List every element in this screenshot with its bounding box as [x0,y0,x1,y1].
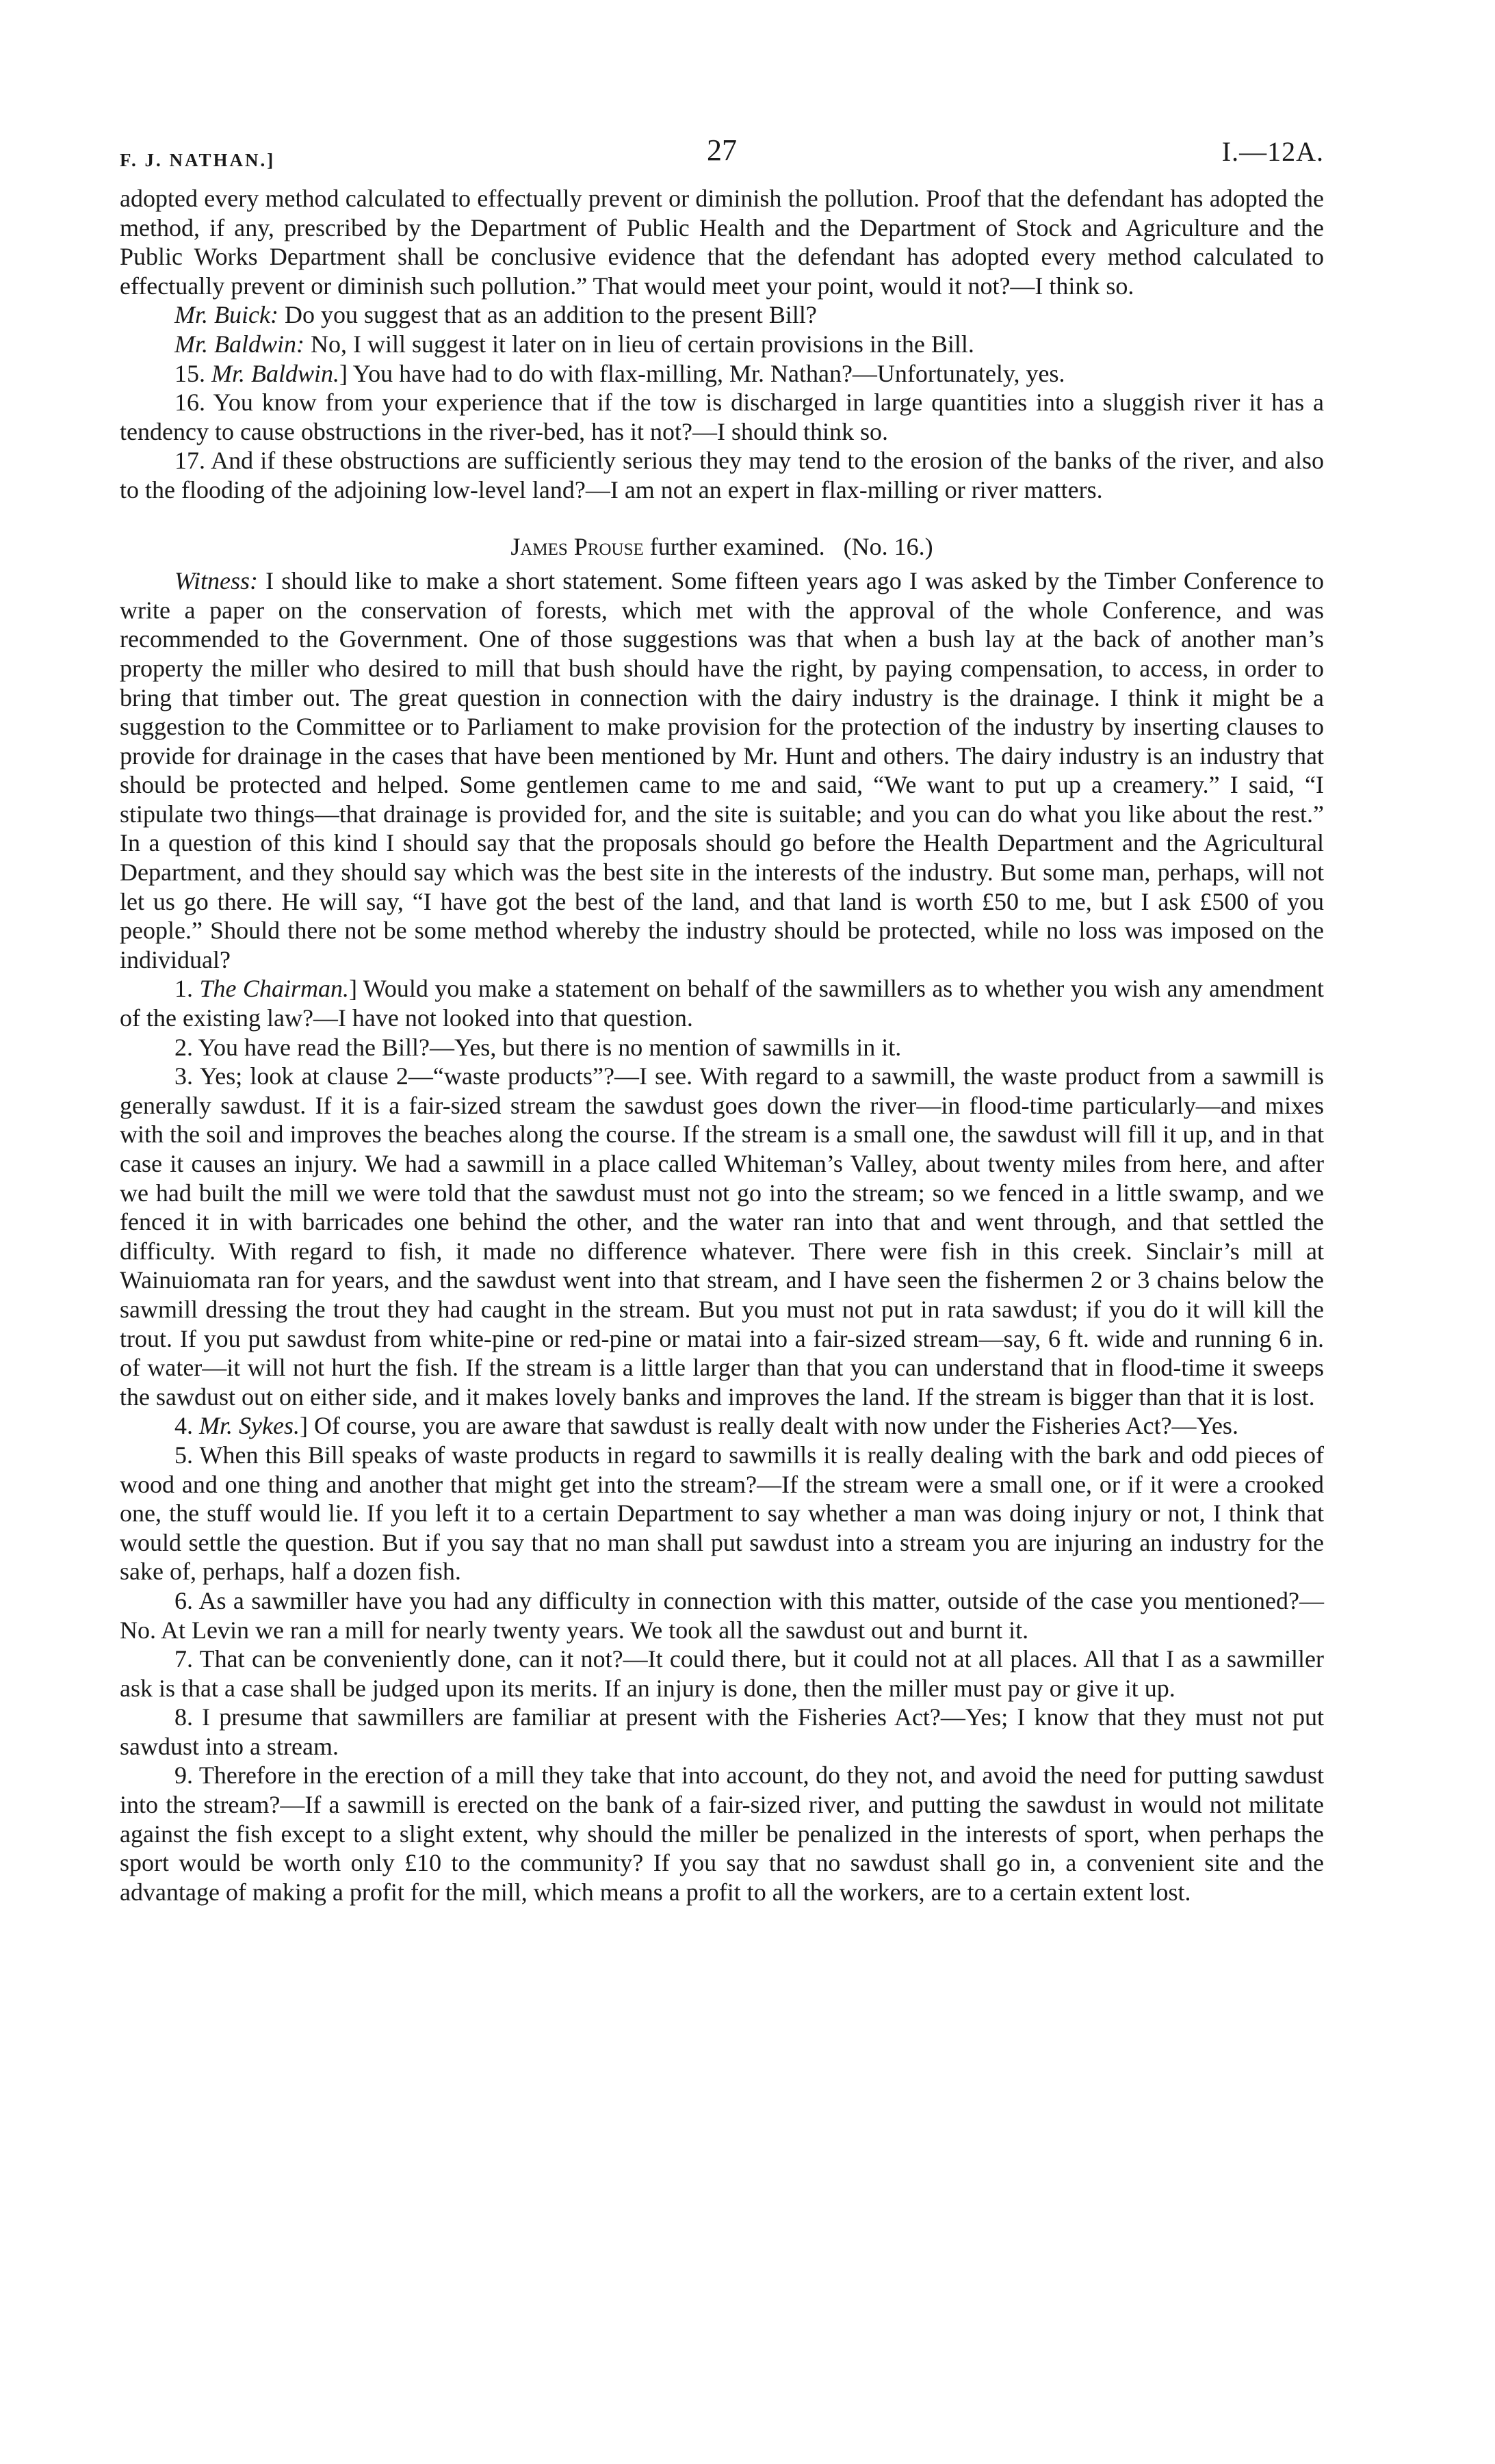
paragraph [120,300,1324,330]
speaker: Mr. Buick: [174,301,278,329]
header-witness-name: F. J. NATHAN.] [120,150,276,170]
paragraph [120,446,1324,504]
speaker: Mr. Baldwin: [174,330,305,358]
paragraph-text: adopted every method calculated to effectually prevent or diminish the pollution. Proof that the defendant has adopted the method, if any, prescribed by the Department of Public Health and the Department of Stock and Agriculture and the Public Works Department shall be conclusive evidence that the defendant has adopted every method calculated to effectually prevent or diminish such pollution.” That would meet your point, would it not?—I think so. [120,185,1324,300]
nathan-examination [120,184,1324,505]
paragraph-text: 2. You have read the Bill?—Yes, but there is no mention of sawmills in it. [174,1033,902,1061]
paragraph-text: Do you suggest that as an addition to the present Bill? [278,301,817,329]
paragraph-text: 3. Yes; look at clause 2—“waste products”?—I see. With regard to a sawmill, the waste product from a sawmill is generally sawdust. If it is a fair-sized stream the sawdust goes down the river—in flood-time particularly—and mixes with the soil and improves the beaches along the course. If the stream is a small one, the sawdust will fill it up, and in that case it causes an injury. We had a sawmill in a place called Whiteman’s Valley, about twenty miles from here, and after we had built the mill we were told that the sawdust must not go into the stream; so we fenced in a little swamp, and we fenced it in with barricades one behind the other, and the water ran into that and went through, and that settled the difficulty. With regard to fish, it made no difference whatever. There were fish in this creek. Sinclair’s mill at Wainuiomata ran for years, and the sawdust went into that stream, and I have seen the fishermen 2 or 3 chains below the sawmill dressing the trout they had caught in the stream. But you must not put in rata sawdust; if you do it will kill the trout. If you put sawdust from white-pine or red-pine or matai into a fair-sized stream—say, 6 ft. wide and running 6 in. of water—it will not hurt the fish. If the stream is a little larger than that you can understand that in flood-time it sweeps the sawdust out on either side, and it makes lovely banks and improves the land. If the stream is bigger than that it is lost. [120,1062,1324,1411]
prouse-examination [120,566,1324,1906]
paragraph-text: ] Would you make a statement on behalf of the sawmillers as to whether you wish any amendment of the existing law?—I have not looked into that question. [120,975,1325,1032]
paragraph-text: ] Of course, you are aware that sawdust is really dealt with now under the Fisheries Act?—Yes. [299,1412,1238,1440]
paragraph [120,1033,1324,1062]
document-page [120,133,1324,1906]
speaker: Mr. Baldwin. [211,359,340,387]
paragraph [120,1703,1324,1761]
paragraph-text: 7. That can be conveniently done, can it not?—It could there, but it could not at all places. All that I as a sawmiller ask is that a case shall be judged upon its merits. If an injury is done, then the miller must pay or give it up. [120,1645,1324,1702]
paragraph-text: 16. You know from your experience that if the tow is discharged in large quantities into a sluggish river it has a tendency to cause obstructions in the river-bed, has it not?—I should think so. [120,389,1324,445]
question-number: 15. [174,359,211,387]
paragraph [120,974,1324,1032]
section-heading [120,532,1324,562]
paragraph [120,1441,1324,1586]
paragraph-text: 9. Therefore in the erection of a mill they take that into account, do they not, and avoid the need for putting sawdust into the stream?—If a sawmill is erected on the bank of a fair-sized river, and putting the sawdust in would not militate against the fish except to a slight extent, why should the miller be penalized in the interests of sport, when perhaps the sport would be worth only £10 to the community? If you say that no sawdust shall go in, a convenient site and the advantage of making a profit for the mill, which means a profit to all the workers, are to a certain extent lost. [120,1761,1324,1906]
question-number: 1. [174,975,200,1003]
paragraph-text: 17. And if these obstructions are sufficiently serious they may tend to the erosion of the banks of the river, and also to the flooding of the adjoining low-level land?—I am not an expert in flax-milling or river matters. [120,447,1324,503]
speaker: Mr. Sykes. [199,1412,300,1440]
paragraph [120,330,1324,359]
heading-rest: further examined. (No. 16.) [643,532,933,560]
paragraph [120,388,1324,446]
paragraph [120,184,1324,300]
witness-name: James Prouse [510,532,644,560]
page-number: 27 [707,133,737,167]
paragraph-text: 8. I presume that sawmillers are familiar at present with the Fisheries Act?—Yes; I know that they must not put sawdust into a stream. [120,1703,1324,1760]
speaker: The Chairman. [199,975,349,1003]
paragraph [120,1586,1324,1644]
paragraph-text: I should like to make a short statement. Some fifteen years ago I was asked by the Timber Conference to write a paper on the conservation of forests, which met with the approval of the whole Conference, and was recommended to the Government. One of those suggestions was that when a bush lay at the back of another man’s property the miller who desired to mill that bush should have the right, by paying compensation, to access, in order to bring that timber out. The great question in connection with the dairy industry is the drainage. I think it might be a suggestion to the Committee or to Parliament to make provision for the protection of the industry by inserting clauses to provide for drainage in the cases that have been mentioned by Mr. Hunt and others. The dairy industry is an industry that should be protected and helped. Some gentlemen came to me and said, “We want to put up a creamery.” I said, “I stipulate two things—that drainage is provided for, and the site is suitable; and you can do what you like about the rest.” In a question of this kind I should say that the proposals should go before the Health Department and the Agricultural Department, and they should say which was the best site in the interests of the industry. But some man, perhaps, will not let us go there. He will say, “I have got the best of the land, and that land is worth £50 to me, but I ask £500 of you people.” Should there not be some method whereby the industry should be protected, while no loss was imposed on the individual? [120,567,1324,973]
paragraph-text: 5. When this Bill speaks of waste products in regard to sawmills it is really dealing with the bark and odd pieces of wood and one thing and another that might get into the stream?—If the stream were a small one, or if it were a crooked one, the stuff would lie. If you left it to a certain Department to say whether a man was doing injury or not, I think that would settle the question. But if you say that no man shall put sawdust into a stream you are injuring an industry for the sake of, perhaps, half a dozen fish. [120,1441,1324,1586]
page-header [120,133,1324,184]
paragraph [120,1761,1324,1906]
paragraph-text: ] You have had to do with flax-milling, Mr. Nathan?—Unfortunately, yes. [339,359,1065,387]
paragraph-text: No, I will suggest it later on in lieu of certain provisions in the Bill. [304,330,974,358]
paragraph [120,1644,1324,1703]
question-number: 4. [174,1412,199,1440]
paragraph-text: 6. As a sawmiller have you had any difficulty in connection with this matter, outside of the case you mentioned?—No. At Levin we ran a mill for nearly twenty years. We took all the sawdust out and burnt it. [120,1586,1324,1644]
document-reference: I.—12A. [1221,136,1324,167]
paragraph [120,359,1324,389]
paragraph [120,1062,1324,1411]
paragraph [120,1411,1324,1441]
speaker: Witness: [174,567,258,595]
paragraph [120,566,1324,974]
